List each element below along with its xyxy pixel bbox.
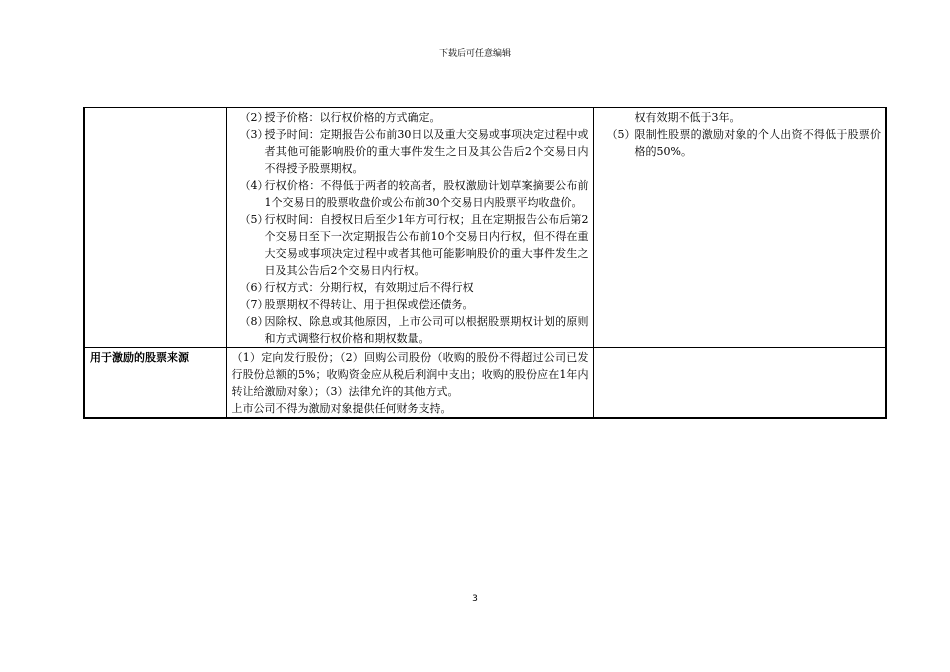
list-item (232, 296, 589, 313)
restricted-stock-cell (593, 108, 886, 348)
item-number: （2） (239, 111, 269, 124)
item-number: （5） (239, 213, 269, 226)
item-text: 行权时间：自授权日后至少1年方可行权；且在定期报告公布后第2个交易日至下一次定期报告公布前10个交易日内行权，但不得在重大交易或事项决定过程中或者其他可能影响股价的重大事件发生之日及其公告后2个交易日内行权。 (264, 213, 589, 277)
stock-source-text: （1）定向发行股份；（2）回购公司股份（收购的股份不得超过公司已发行股份总额的5%；收购资金应从税后利润中支出；收购的股份应在1年内转让给激励对象）；（3）法律允许的其他方式。 (231, 351, 589, 398)
item-number: （4） (239, 179, 269, 192)
item-number: （6） (239, 281, 269, 294)
list-item (232, 313, 589, 347)
financial-support-text: 上市公司不得为激励对象提供任何财务支持。 (231, 402, 452, 415)
incentive-table (83, 107, 887, 419)
page-header: 下载后可任意编辑 (438, 49, 511, 59)
item-text: 行权方式：分期行权，有效期过后不得行权 (264, 281, 474, 294)
empty-cell (593, 348, 886, 419)
table-row (84, 348, 886, 419)
item-number: （8） (239, 315, 269, 328)
item-text: 限制性股票的激励对象的个人出资不得低于股票价格的50%。 (634, 128, 881, 158)
table-row (84, 108, 886, 348)
item-number: （3） (239, 128, 269, 141)
stock-source-label: 用于激励的股票来源 (84, 348, 226, 419)
item-text: 行权价格：不得低于两者的较高者，股权激励计划草案摘要公布前1个交易日的股票收盘价或公布前30个交易日内股票平均收盘价。 (264, 179, 589, 209)
option-terms-cell (226, 108, 593, 348)
item-text: 因除权、除息或其他原因，上市公司可以根据股票期权计划的原则和方式调整行权价格和期权数量。 (264, 315, 589, 345)
list-item (232, 279, 589, 296)
list-item (232, 177, 589, 211)
item-number: （7） (239, 298, 269, 311)
list-item (232, 211, 589, 279)
list-item (599, 109, 882, 126)
item-text: 授予价格：以行权价格的方式确定。 (264, 111, 441, 124)
list-item (232, 126, 589, 177)
item-number (599, 109, 635, 126)
item-number: （5） (606, 128, 636, 141)
list-item (599, 126, 882, 160)
label-cell-empty (84, 108, 226, 348)
stock-source-cell (226, 348, 593, 419)
item-text: 股票期权不得转让、用于担保或偿还债务。 (264, 298, 474, 311)
page-number: 3 (472, 594, 478, 604)
list-item (232, 109, 589, 126)
item-text-continuation: 权有效期不低于3年。 (634, 111, 741, 124)
item-text: 授予时间：定期报告公布前30日以及重大交易或事项决定过程中或者其他可能影响股价的重大事件发生之日及其公告后2个交易日内不得授予股票期权。 (264, 128, 589, 175)
